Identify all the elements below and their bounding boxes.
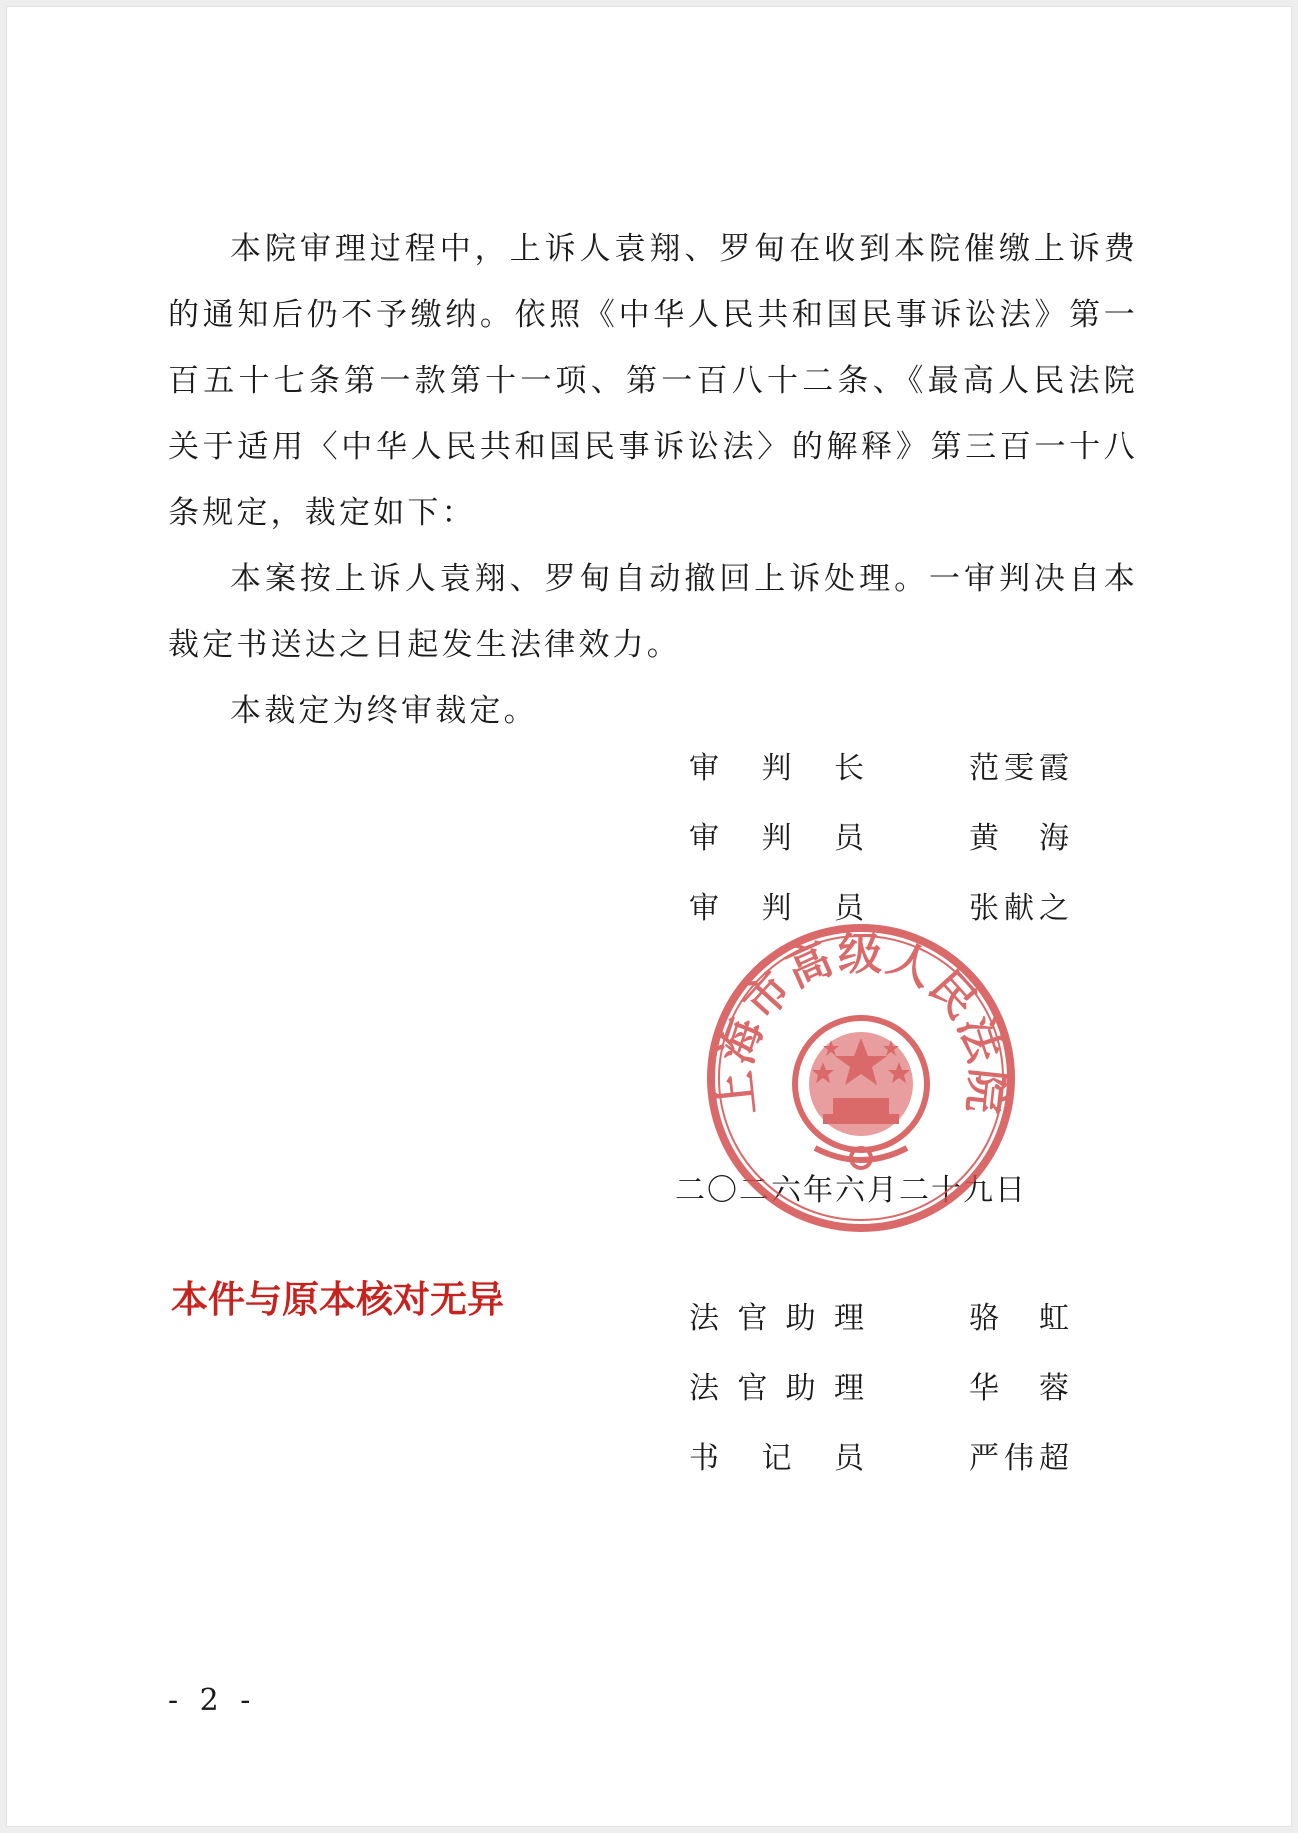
role-char: 法	[689, 1371, 719, 1406]
name-char: 伟	[1004, 1441, 1034, 1476]
national-emblem-icon	[795, 1018, 927, 1168]
page-number: - 2 -	[168, 1683, 257, 1718]
paragraph-ruling: 本案按上诉人袁翔、罗甸自动撤回上诉处理。一审判决自本裁定书送达之日起发生法律效力。	[168, 561, 1138, 663]
clerk-name	[969, 1435, 1069, 1483]
role-char: 判	[761, 821, 792, 856]
name-char: 虹	[1039, 1301, 1069, 1336]
judge-row-presiding	[689, 745, 1159, 793]
role-char: 员	[834, 1441, 864, 1476]
assistant-row-2	[689, 1365, 1159, 1413]
clerk-role	[689, 1435, 864, 1483]
role-char: 助	[785, 1371, 816, 1406]
assistant-role	[689, 1295, 864, 1343]
court-seal-icon	[705, 922, 1017, 1234]
name-char: 超	[1039, 1441, 1069, 1476]
paragraph-final: 本裁定为终审裁定。	[230, 693, 538, 729]
assistant-name	[969, 1295, 1069, 1343]
role-char: 审	[689, 821, 719, 856]
role-char: 助	[785, 1301, 816, 1336]
role-char: 记	[761, 1441, 792, 1476]
role-char: 审	[689, 891, 719, 926]
role-char: 员	[834, 821, 864, 856]
name-char: 雯	[1004, 751, 1034, 786]
judge-role	[689, 745, 864, 793]
role-char: 审	[689, 751, 719, 786]
role-char: 法	[689, 1301, 719, 1336]
role-char: 判	[761, 891, 792, 926]
name-char: 蓉	[1039, 1371, 1069, 1406]
role-char: 判	[761, 751, 792, 786]
role-char: 理	[833, 1371, 864, 1406]
paragraph-procedure: 本院审理过程中，上诉人袁翔、罗甸在收到本院催缴上诉费的通知后仍不予缴纳。依照《中华人民共和国民事诉讼法》第一百五十七条第一款第十一项、第一百八十二条、《最高人民法院关于适用〈中华人民共和国民事诉讼法〉的解释》第三百一十八条规定，裁定如下：	[168, 231, 1138, 531]
role-char: 长	[834, 751, 864, 786]
judge-row-2	[689, 815, 1159, 863]
clerk-row	[689, 1435, 1159, 1483]
judge-role	[689, 815, 864, 863]
verification-stamp: 本件与原本核对无异	[171, 1278, 504, 1321]
judge-name	[969, 745, 1069, 793]
name-char: 黄	[969, 821, 999, 856]
seal-text: 上海市高级人民法院	[709, 928, 1013, 1118]
role-char: 官	[737, 1301, 768, 1336]
name-char: 范	[969, 751, 999, 786]
assistant-role	[689, 1365, 864, 1413]
name-char: 之	[1039, 891, 1069, 926]
assistant-name	[969, 1365, 1069, 1413]
judge-name	[969, 815, 1069, 863]
role-char: 官	[737, 1371, 768, 1406]
role-char: 书	[689, 1441, 719, 1476]
assistant-row-1	[689, 1295, 1159, 1343]
role-char: 员	[834, 891, 864, 926]
ruling-date: 二〇二六年六月二十九日	[675, 1173, 1027, 1208]
name-char: 张	[969, 891, 999, 926]
name-char: 华	[969, 1371, 999, 1406]
ruling-body	[168, 216, 1138, 744]
name-char: 严	[969, 1441, 999, 1476]
name-char: 骆	[969, 1301, 999, 1336]
role-char: 理	[833, 1301, 864, 1336]
name-char: 献	[1004, 891, 1034, 926]
name-char: 海	[1039, 821, 1069, 856]
name-char: 霞	[1039, 751, 1069, 786]
document-page	[6, 6, 1292, 1827]
